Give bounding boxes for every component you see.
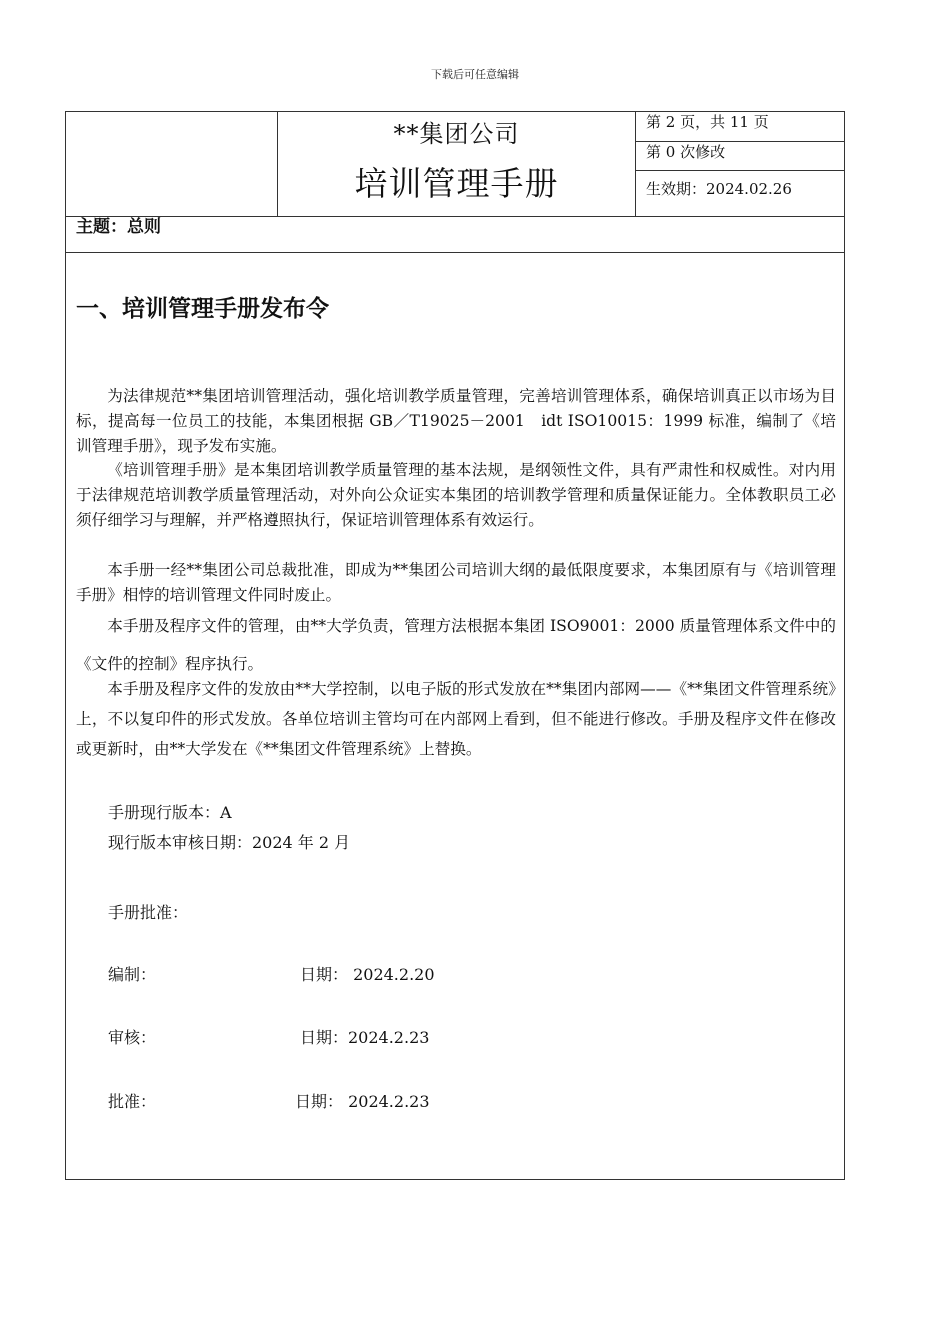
document-frame [65, 111, 845, 1180]
effective-date: 生效期：2024.02.26 [646, 180, 792, 198]
document-body [66, 254, 844, 1179]
signature-label: 审核： [108, 1028, 157, 1047]
version-line: 手册现行版本：A [108, 803, 232, 822]
approval-label: 手册批准： [108, 903, 189, 922]
paragraph: 本手册一经**集团公司总裁批准，即成为**集团公司培训大纲的最低限度要求，本集团原有与《培训管理手册》相悖的培训管理文件同时废止。 [76, 561, 836, 604]
document-header [66, 112, 844, 217]
header-note: 下载后可任意编辑 [431, 68, 519, 81]
signature-row-approve [108, 1089, 808, 1113]
signature-date: 日期： 2024.2.20 [300, 965, 435, 984]
signature-label: 编制： [108, 965, 157, 984]
paragraph: 为法律规范**集团培训管理活动，强化培训教学质量管理，完善培训管理体系，确保培训真正以市场为目标，提高每一位员工的技能，本集团根据 GB／T19025－2001 idt ISO10015：1999 标准，编制了《培训管理手册》，现予发布实施。 [76, 387, 836, 455]
company-name: **集团公司 [393, 120, 520, 148]
signature-date: 日期：2024.2.23 [300, 1028, 430, 1047]
signature-label: 批准： [108, 1092, 157, 1111]
revision-info: 第 0 次修改 [636, 142, 844, 171]
section-title: 一、培训管理手册发布令 [76, 296, 329, 322]
paragraph: 本手册及程序文件的管理，由**大学负责，管理方法根据本集团 ISO9001：2000 质量管理体系文件中的《文件的控制》程序执行。 [76, 617, 836, 673]
paragraph: 本手册及程序文件的发放由**大学控制，以电子版的形式发放在**集团内部网——《**集团文件管理系统》上，不以复印件的形式发放。各单位培训主管均可在内部网上看到，但不能进行修改。手册及程序文件在修改或更新时，由**大学发在《**集团文件管理系统》上替换。 [76, 680, 836, 758]
review-date-line: 现行版本审核日期：2024 年 2 月 [108, 833, 351, 852]
signature-date: 日期： 2024.2.23 [295, 1092, 430, 1111]
meta-cell [636, 112, 844, 216]
title-cell [278, 112, 636, 216]
page-info: 第 2 页，共 11 页 [636, 112, 844, 142]
subject-row: 主题：总则 [66, 217, 844, 253]
manual-title: 培训管理手册 [354, 164, 559, 203]
logo-cell [66, 112, 278, 216]
signature-row-review [108, 1025, 808, 1049]
paragraph: 《培训管理手册》是本集团培训教学质量管理的基本法规，是纲领性文件，具有严肃性和权威性。对内用于法律规范培训教学质量管理活动，对外向公众证实本集团的培训教学管理和质量保证能力。全体教职员工必须仔细学习与理解，并严格遵照执行，保证培训管理体系有效运行。 [76, 461, 836, 529]
signature-row-compile [108, 962, 808, 986]
